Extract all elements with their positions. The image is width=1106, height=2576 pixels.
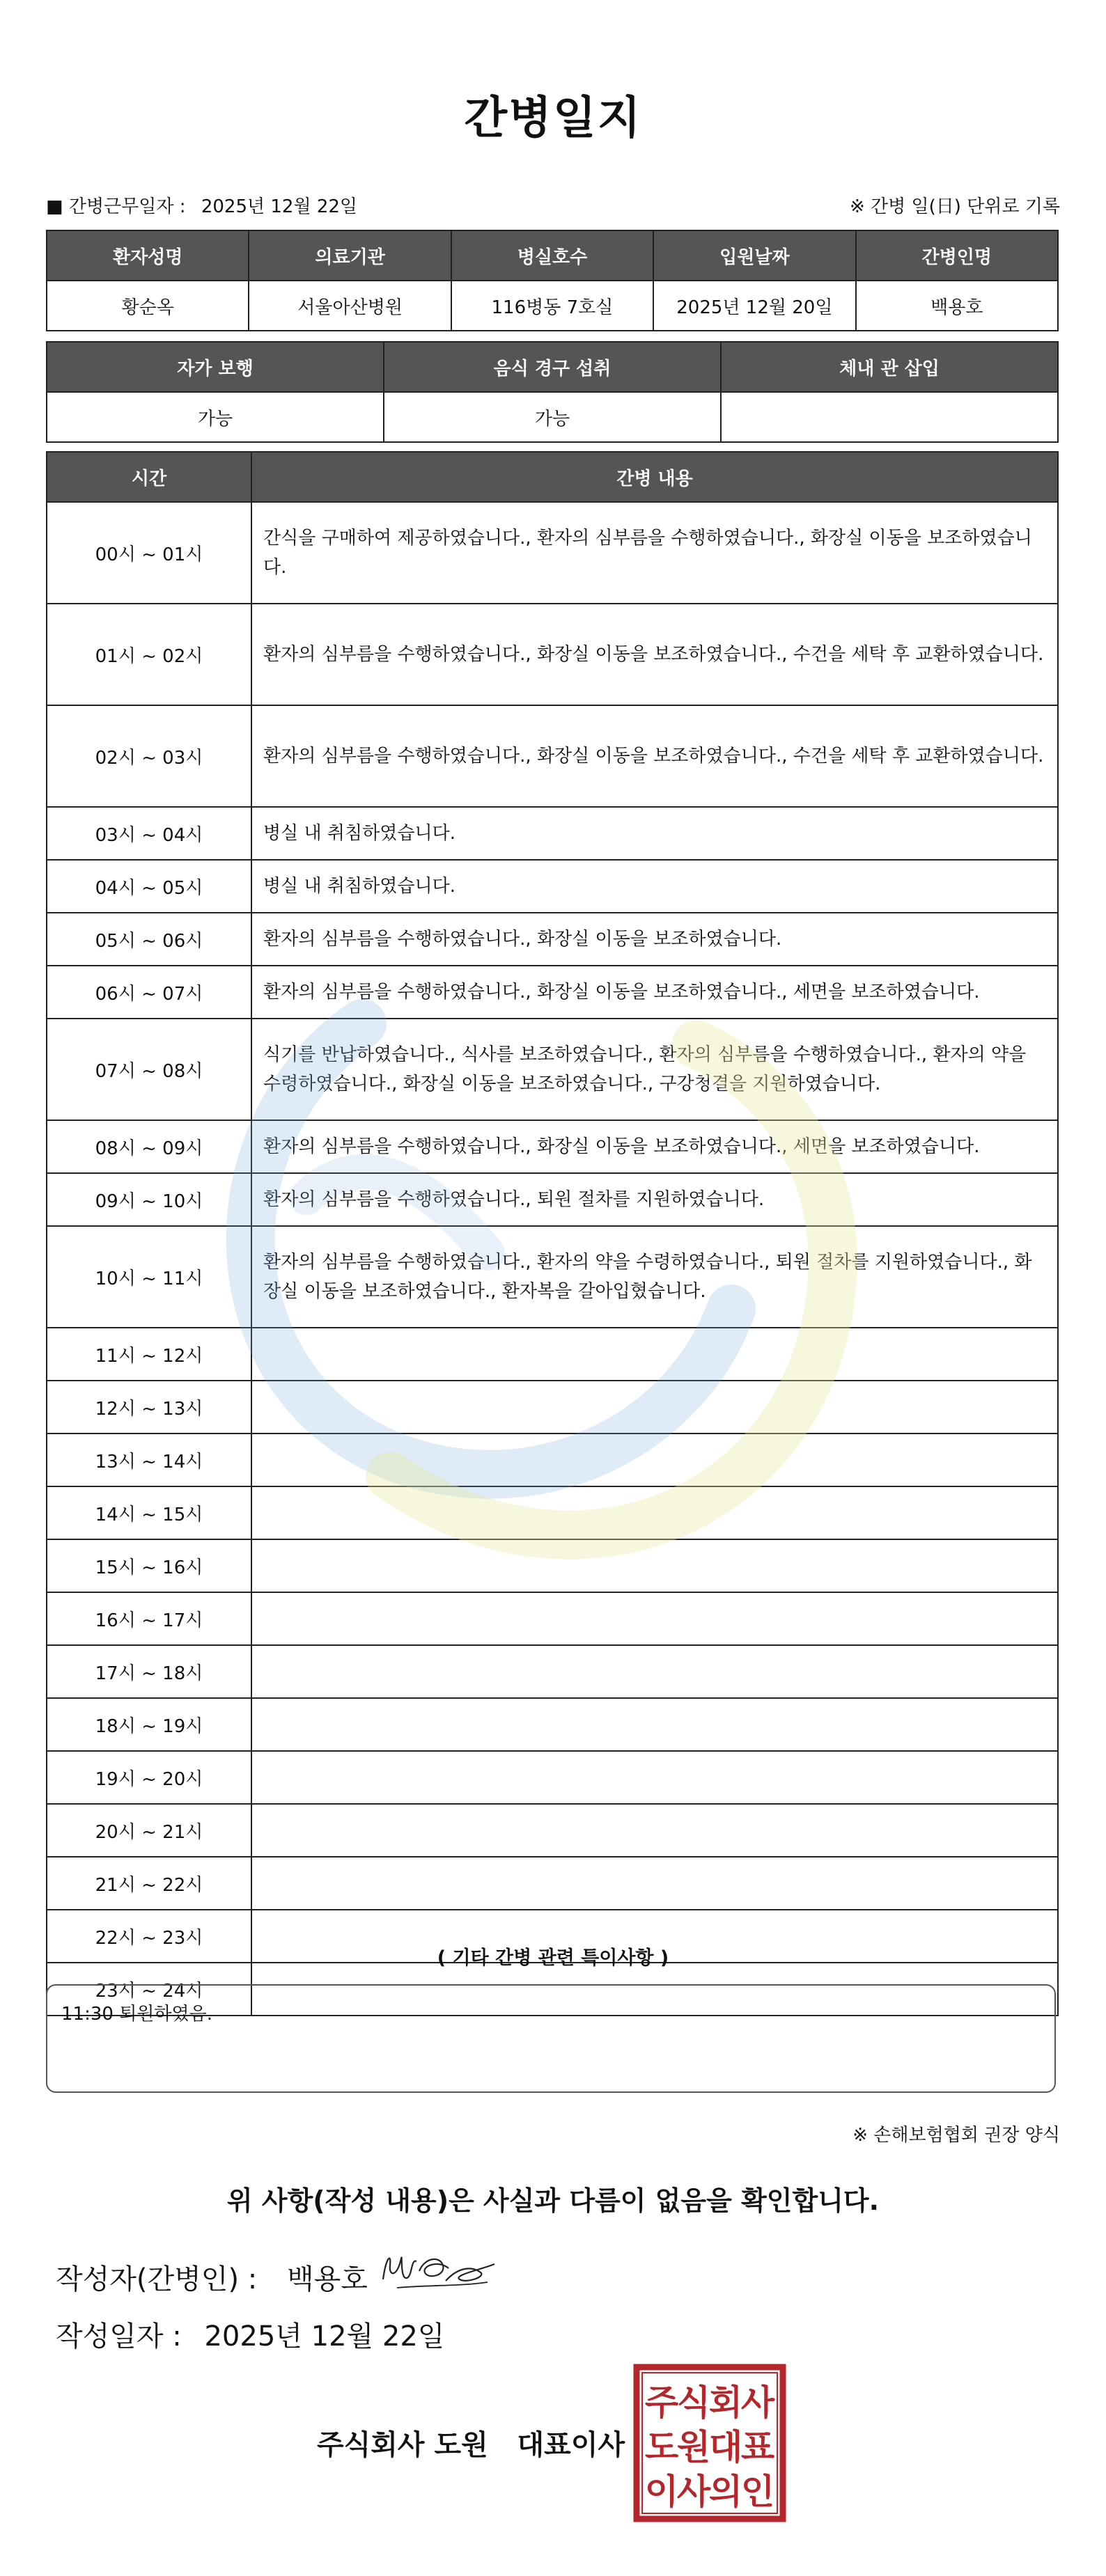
log-content: 환자의 심부름을 수행하였습니다., 환자의 약을 수령하였습니다., 퇴원 절차를 지원하였습니다., 화장실 이동을 보조하였습니다., 환자복을 갈아입혔습니다.	[251, 1226, 1058, 1328]
table-row	[47, 604, 1058, 705]
log-time: 12시 ~ 13시	[47, 1381, 251, 1434]
header-patient-name: 환자성명	[47, 230, 249, 281]
special-notes-caption: ( 기타 간병 관련 특이사항 )	[437, 1947, 669, 1969]
header-room: 병실호수	[451, 230, 653, 281]
log-content	[251, 1328, 1058, 1381]
table-row	[47, 860, 1058, 913]
log-content	[251, 1698, 1058, 1751]
log-time: 22시 ~ 23시	[47, 1910, 251, 1963]
table-row	[47, 1381, 1058, 1434]
log-content: 간식을 구매하여 제공하였습니다., 환자의 심부름을 수행하였습니다., 화장실 이동을 보조하였습니다.	[251, 502, 1058, 604]
patient-info-table	[46, 230, 1059, 331]
table-row	[47, 1120, 1058, 1173]
log-time: 03시 ~ 04시	[47, 807, 251, 860]
patient-name: 황순옥	[47, 281, 249, 331]
work-date	[46, 192, 357, 218]
table-row	[47, 1173, 1058, 1226]
form-source-note: ※ 손해보험협회 권장 양식	[852, 2125, 1060, 2146]
log-time: 15시 ~ 16시	[47, 1539, 251, 1592]
svg-text:도: 도	[644, 2427, 679, 2467]
writer-line	[56, 2257, 368, 2297]
log-content: 환자의 심부름을 수행하였습니다., 화장실 이동을 보조하였습니다., 세면을 보조하였습니다.	[251, 1120, 1058, 1173]
svg-text:주: 주	[644, 2382, 679, 2423]
table-row	[47, 1434, 1058, 1486]
svg-text:식: 식	[676, 2382, 711, 2423]
work-date-label: ■ 간병근무일자 :	[46, 196, 186, 217]
caregiver-name: 백용호	[856, 281, 1058, 331]
table-row	[47, 1486, 1058, 1539]
oral-intake-value: 가능	[384, 392, 721, 442]
table-row	[47, 502, 1058, 604]
header-oral-intake: 음식 경구 섭취	[384, 342, 721, 392]
svg-text:대: 대	[708, 2427, 743, 2467]
table-row	[47, 1698, 1058, 1751]
log-content: 병실 내 취침하였습니다.	[251, 860, 1058, 913]
table-row	[47, 1592, 1058, 1645]
svg-text:사: 사	[740, 2382, 775, 2423]
table-row	[47, 1226, 1058, 1328]
log-time: 01시 ~ 02시	[47, 604, 251, 705]
log-time: 23시 ~ 24시	[47, 1963, 251, 2016]
log-content	[251, 1645, 1058, 1698]
log-time: 21시 ~ 22시	[47, 1857, 251, 1910]
header-self-walking: 자가 보행	[47, 342, 384, 392]
written-date-line	[56, 2314, 444, 2354]
table-row	[47, 705, 1058, 807]
log-time: 06시 ~ 07시	[47, 966, 251, 1019]
self-walking-value: 가능	[47, 392, 384, 442]
log-content: 환자의 심부름을 수행하였습니다., 화장실 이동을 보조하였습니다., 세면을 보조하였습니다.	[251, 966, 1058, 1019]
log-time: 04시 ~ 05시	[47, 860, 251, 913]
table-row	[47, 966, 1058, 1019]
log-time: 20시 ~ 21시	[47, 1804, 251, 1857]
header-hospital: 의료기관	[249, 230, 451, 281]
special-notes-box	[46, 1984, 1056, 2093]
writer-label: 작성자(간병인) :	[56, 2263, 258, 2295]
log-time: 18시 ~ 19시	[47, 1698, 251, 1751]
special-notes-text: 11:30 퇴원하였음.	[61, 2004, 213, 2025]
log-time: 02시 ~ 03시	[47, 705, 251, 807]
svg-text:회: 회	[708, 2382, 743, 2423]
svg-text:원: 원	[676, 2427, 711, 2467]
log-time: 07시 ~ 08시	[47, 1019, 251, 1120]
log-content	[251, 1539, 1058, 1592]
header-admission-date: 입원날짜	[653, 230, 855, 281]
written-date-label: 작성일자 :	[56, 2320, 182, 2353]
svg-text:사: 사	[676, 2472, 711, 2512]
table-row	[47, 1751, 1058, 1804]
log-time: 17시 ~ 18시	[47, 1645, 251, 1698]
log-content	[251, 1434, 1058, 1486]
log-content	[251, 1804, 1058, 1857]
log-content: 식기를 반납하였습니다., 식사를 보조하였습니다., 환자의 심부름을 수행하였습니다., 환자의 약을 수령하였습니다., 화장실 이동을 보조하였습니다., 구강청결을 지원하였습니다.	[251, 1019, 1058, 1120]
company-seal	[632, 2363, 787, 2523]
log-time: 00시 ~ 01시	[47, 502, 251, 604]
log-time: 11시 ~ 12시	[47, 1328, 251, 1381]
header-caregiver: 간병인명	[856, 230, 1058, 281]
table-row	[47, 1328, 1058, 1381]
table-row	[47, 1019, 1058, 1120]
patient-capability-table	[46, 341, 1059, 443]
table-row	[47, 1645, 1058, 1698]
table-row	[47, 1539, 1058, 1592]
log-content: 환자의 심부름을 수행하였습니다., 화장실 이동을 보조하였습니다.	[251, 913, 1058, 966]
header-time: 시간	[47, 452, 251, 502]
signature-image	[376, 2238, 501, 2300]
log-time: 08시 ~ 09시	[47, 1120, 251, 1173]
svg-text:표: 표	[740, 2427, 775, 2467]
svg-text:인: 인	[740, 2472, 775, 2512]
log-time: 14시 ~ 15시	[47, 1486, 251, 1539]
log-content: 환자의 심부름을 수행하였습니다., 퇴원 절차를 지원하였습니다.	[251, 1173, 1058, 1226]
admission-date: 2025년 12월 20일	[653, 281, 855, 331]
work-date-value: 2025년 12월 22일	[201, 196, 358, 217]
log-content: 환자의 심부름을 수행하였습니다., 화장실 이동을 보조하였습니다., 수건을 세탁 후 교환하였습니다.	[251, 604, 1058, 705]
log-content	[251, 1592, 1058, 1645]
log-time: 19시 ~ 20시	[47, 1751, 251, 1804]
table-row	[47, 913, 1058, 966]
confirmation-statement: 위 사항(작성 내용)은 사실과 다름이 없음을 확인합니다.	[226, 2185, 880, 2216]
table-row	[47, 1804, 1058, 1857]
log-content	[251, 1857, 1058, 1910]
header-care-content: 간병 내용	[251, 452, 1058, 502]
log-time: 10시 ~ 11시	[47, 1226, 251, 1328]
tube-insertion-value	[721, 392, 1058, 442]
table-row	[47, 1857, 1058, 1910]
log-content: 병실 내 취침하였습니다.	[251, 807, 1058, 860]
svg-text:의: 의	[708, 2472, 743, 2512]
written-date-value: 2025년 12월 22일	[204, 2320, 445, 2353]
log-content	[251, 1751, 1058, 1804]
log-content	[251, 1381, 1058, 1434]
room-number: 116병동 7호실	[451, 281, 653, 331]
log-time: 09시 ~ 10시	[47, 1173, 251, 1226]
svg-text:이: 이	[644, 2472, 679, 2512]
care-log-table	[46, 451, 1059, 2016]
log-time: 05시 ~ 06시	[47, 913, 251, 966]
log-time: 16시 ~ 17시	[47, 1592, 251, 1645]
log-content: 환자의 심부름을 수행하였습니다., 화장실 이동을 보조하였습니다., 수건을 세탁 후 교환하였습니다.	[251, 705, 1058, 807]
company-representative: 주식회사 도원 대표이사	[317, 2429, 625, 2461]
header-tube-insertion: 체내 관 삽입	[721, 342, 1058, 392]
hospital-name: 서울아산병원	[249, 281, 451, 331]
record-unit-note: ※ 간병 일(日) 단위로 기록	[849, 196, 1060, 217]
table-row	[47, 807, 1058, 860]
page-title: 간병일지	[464, 93, 642, 144]
log-time: 13시 ~ 14시	[47, 1434, 251, 1486]
writer-name: 백용호	[286, 2263, 368, 2295]
log-content	[251, 1486, 1058, 1539]
